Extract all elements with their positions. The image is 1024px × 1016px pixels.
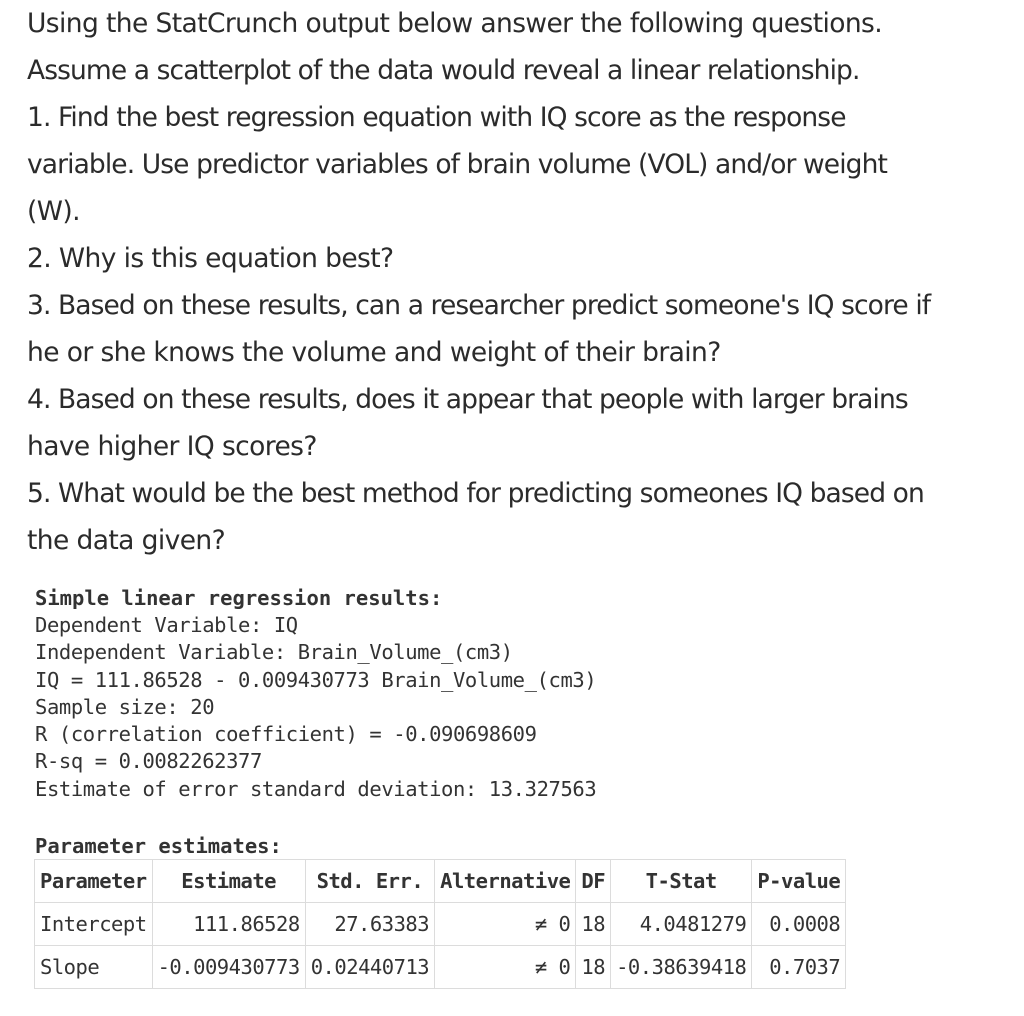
table-cell: 0.7037 bbox=[752, 946, 846, 989]
independent-variable: Independent Variable: Brain_Volume_(cm3) bbox=[35, 640, 513, 665]
parameter-estimates-title: Parameter estimates: bbox=[35, 834, 282, 858]
error-std-dev: Estimate of error standard deviation: 13.327563 bbox=[35, 776, 597, 801]
table-cell: 4.0481279 bbox=[611, 903, 752, 946]
question-line: variable. Use predictor variables of brain volume (VOL) and/or weight bbox=[27, 149, 887, 180]
regression-equation: IQ = 111.86528 - 0.009430773 Brain_Volume_(cm3) bbox=[35, 667, 597, 692]
table-cell: ≠ 0 bbox=[435, 946, 576, 989]
parameter-table bbox=[34, 859, 846, 989]
question-line: he or she knows the volume and weight of their brain? bbox=[27, 337, 721, 368]
table-cell: 0.0008 bbox=[752, 903, 846, 946]
regression-title: Simple linear regression results: bbox=[35, 586, 443, 610]
column-header: DF bbox=[576, 860, 611, 903]
dependent-variable: Dependent Variable: IQ bbox=[35, 613, 298, 637]
table-cell: Slope bbox=[35, 946, 153, 989]
table-cell: ≠ 0 bbox=[435, 903, 576, 946]
question-line: the data given? bbox=[27, 525, 226, 556]
question-line: 1. Find the best regression equation with IQ score as the response bbox=[27, 102, 846, 133]
column-header: Std. Err. bbox=[305, 860, 434, 903]
question-line: Using the StatCrunch output below answer the following questions. bbox=[27, 8, 883, 39]
column-header: P-value bbox=[752, 860, 846, 903]
table-cell: 18 bbox=[576, 946, 611, 989]
table-header-row bbox=[35, 860, 846, 903]
column-header: Alternative bbox=[435, 860, 576, 903]
table-row bbox=[35, 903, 846, 946]
table-cell: -0.38639418 bbox=[611, 946, 752, 989]
column-header: Estimate bbox=[152, 860, 305, 903]
question-line: 3. Based on these results, can a researcher predict someone's IQ score if bbox=[27, 290, 931, 321]
question-line: 5. What would be the best method for predicting someones IQ based on bbox=[27, 478, 924, 509]
question-line: (W). bbox=[27, 196, 80, 227]
question-line: 2. Why is this equation best? bbox=[27, 243, 394, 274]
r-squared: R-sq = 0.0082262377 bbox=[35, 749, 262, 774]
question-line: 4. Based on these results, does it appear that people with larger brains bbox=[27, 384, 908, 415]
correlation-coefficient: R (correlation coefficient) = -0.090698609 bbox=[35, 722, 537, 747]
table-cell: 0.02440713 bbox=[305, 946, 434, 989]
table-cell: -0.009430773 bbox=[152, 946, 305, 989]
table-cell: 18 bbox=[576, 903, 611, 946]
question-line: have higher IQ scores? bbox=[27, 431, 317, 462]
regression-output bbox=[35, 584, 995, 803]
question-line: Assume a scatterplot of the data would reveal a linear relationship. bbox=[27, 55, 860, 86]
sample-size: Sample size: 20 bbox=[35, 694, 215, 719]
table-cell: Intercept bbox=[35, 903, 153, 946]
column-header: Parameter bbox=[35, 860, 153, 903]
question-text bbox=[27, 0, 1017, 564]
column-header: T-Stat bbox=[611, 860, 752, 903]
table-cell: 27.63383 bbox=[305, 903, 434, 946]
table-row bbox=[35, 946, 846, 989]
table-cell: 111.86528 bbox=[152, 903, 305, 946]
